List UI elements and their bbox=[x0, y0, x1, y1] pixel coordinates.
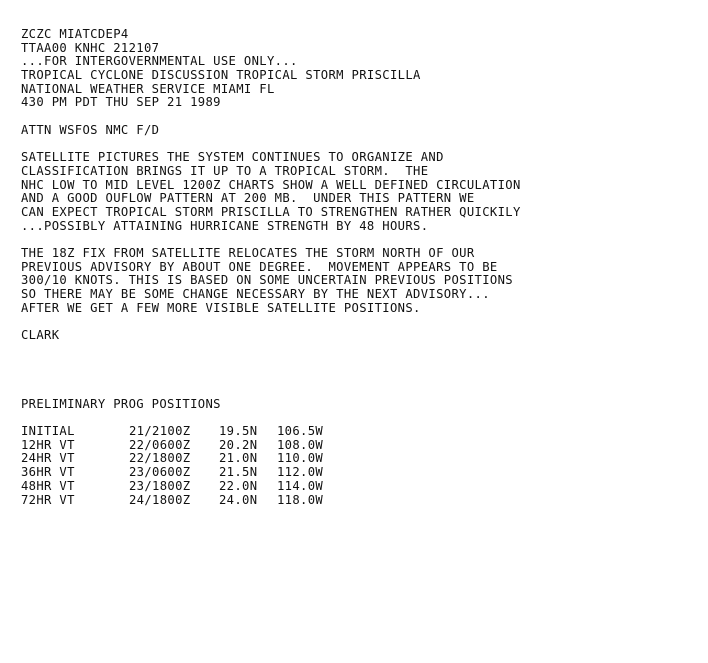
forecast-hour: INITIAL bbox=[21, 423, 75, 438]
paragraph-line: CAN EXPECT TROPICAL STORM PRISCILLA TO STRENGTHEN RATHER QUICKILY bbox=[21, 204, 521, 219]
spacer bbox=[21, 138, 701, 152]
paragraph-line: NHC LOW TO MID LEVEL 1200Z CHARTS SHOW A WELL DEFINED CIRCULATION bbox=[21, 177, 521, 192]
latitude: 21.0N bbox=[219, 451, 258, 466]
valid-time: 24/1800Z bbox=[129, 492, 191, 507]
paragraph-line: AFTER WE GET A FEW MORE VISIBLE SATELLITE POSITIONS. bbox=[21, 300, 421, 315]
longitude: 118.0W bbox=[277, 492, 324, 507]
prog-positions-table bbox=[21, 425, 323, 507]
table-row bbox=[21, 494, 323, 508]
latitude: 21.5N bbox=[219, 465, 258, 480]
paragraph-line: THE 18Z FIX FROM SATELLITE RELOCATES THE STORM NORTH OF OUR bbox=[21, 246, 475, 260]
header-line: ZCZC MIATCDEP4 bbox=[21, 27, 129, 41]
latitude: 24.0N bbox=[219, 492, 258, 507]
valid-time: 23/1800Z bbox=[129, 478, 191, 493]
paragraph-line: AND A GOOD OUFLOW PATTERN AT 200 MB. UNDER THIS PATTERN WE bbox=[21, 191, 475, 206]
attention-line: ATTN WSFOS NMC F/D bbox=[21, 122, 160, 137]
valid-time: 22/0600Z bbox=[129, 437, 191, 452]
latitude: 20.2N bbox=[219, 437, 258, 452]
table-row bbox=[21, 480, 323, 494]
paragraph-line: ...POSSIBLY ATTAINING HURRICANE STRENGTH BY 48 HOURS. bbox=[21, 218, 429, 233]
table-row bbox=[21, 452, 323, 466]
forecast-hour: 24HR VT bbox=[21, 451, 75, 466]
forecast-hour: 48HR VT bbox=[21, 478, 75, 493]
table-row bbox=[21, 439, 323, 453]
valid-time: 22/1800Z bbox=[129, 451, 191, 466]
message-header bbox=[21, 28, 701, 110]
table-row bbox=[21, 466, 323, 480]
paragraph-line: SATELLITE PICTURES THE SYSTEM CONTINUES TO ORGANIZE AND bbox=[21, 150, 444, 165]
header-line: NATIONAL WEATHER SERVICE MIAMI FL bbox=[21, 81, 275, 96]
paragraph-line: SO THERE MAY BE SOME CHANGE NECESSARY BY THE NEXT ADVISORY... bbox=[21, 287, 490, 302]
valid-time: 21/2100Z bbox=[129, 423, 191, 438]
spacer bbox=[21, 411, 701, 425]
latitude: 19.5N bbox=[219, 423, 258, 438]
header-line: 430 PM PDT THU SEP 21 1989 bbox=[21, 95, 221, 110]
discussion-paragraph-1 bbox=[21, 151, 701, 233]
paragraph-line: 300/10 KNOTS. THIS IS BASED ON SOME UNCERTAIN PREVIOUS POSITIONS bbox=[21, 273, 513, 288]
prog-positions-title: PRELIMINARY PROG POSITIONS bbox=[21, 396, 221, 411]
forecast-hour: 36HR VT bbox=[21, 465, 75, 480]
spacer bbox=[21, 343, 701, 398]
paragraph-line: CLASSIFICATION BRINGS IT UP TO A TROPICAL STORM. THE bbox=[21, 163, 429, 178]
longitude: 114.0W bbox=[277, 478, 324, 493]
header-line: ...FOR INTERGOVERNMENTAL USE ONLY... bbox=[21, 54, 298, 69]
spacer bbox=[21, 233, 701, 247]
spacer bbox=[21, 315, 701, 329]
paragraph-line: PREVIOUS ADVISORY BY ABOUT ONE DEGREE. MOVEMENT APPEARS TO BE bbox=[21, 259, 498, 274]
valid-time: 23/0600Z bbox=[129, 465, 191, 480]
longitude: 110.0W bbox=[277, 451, 324, 466]
forecaster-signature: CLARK bbox=[21, 328, 60, 343]
table-row bbox=[21, 425, 323, 439]
spacer bbox=[21, 110, 701, 124]
longitude: 108.0W bbox=[277, 437, 324, 452]
teletype-document bbox=[21, 28, 701, 507]
header-line: TTAA00 KNHC 212107 bbox=[21, 40, 160, 55]
discussion-paragraph-2 bbox=[21, 247, 701, 315]
longitude: 112.0W bbox=[277, 465, 324, 480]
longitude: 106.5W bbox=[277, 423, 324, 438]
forecast-hour: 72HR VT bbox=[21, 492, 75, 507]
forecast-hour: 12HR VT bbox=[21, 437, 75, 452]
latitude: 22.0N bbox=[219, 478, 258, 493]
header-line: TROPICAL CYCLONE DISCUSSION TROPICAL STORM PRISCILLA bbox=[21, 68, 421, 83]
